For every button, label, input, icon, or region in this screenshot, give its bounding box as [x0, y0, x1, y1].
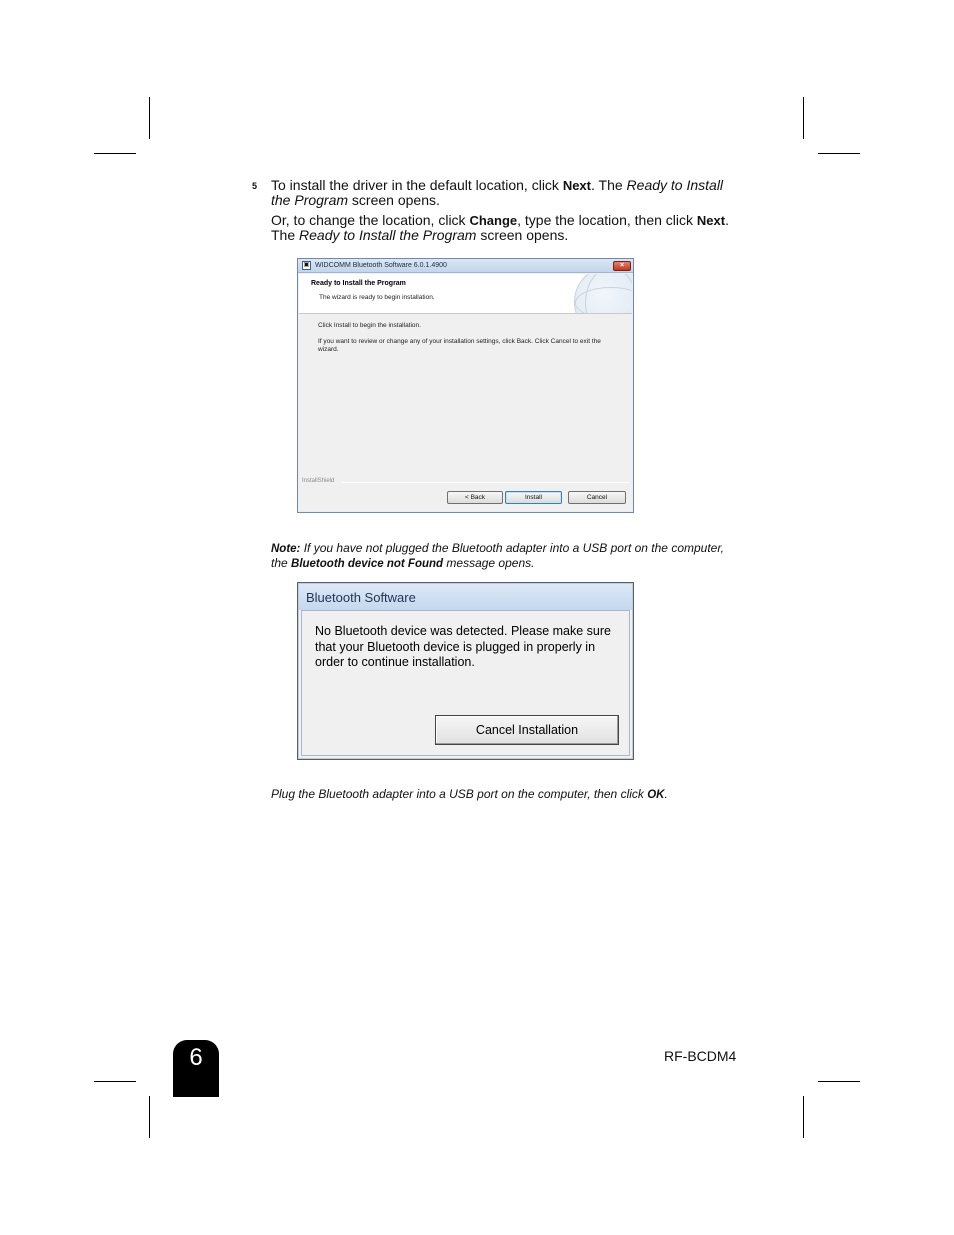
step-number: 5 — [252, 181, 258, 191]
crop-mark — [149, 97, 150, 139]
crop-mark — [803, 1096, 804, 1138]
model-number: RF-BCDM4 — [664, 1048, 737, 1064]
text-run: , type the location, then click — [517, 212, 697, 228]
app-icon: ▣ — [303, 262, 310, 268]
text-run: screen opens. — [348, 192, 440, 208]
crop-mark — [94, 1081, 136, 1082]
ok-keyword: OK — [647, 789, 665, 801]
close-button[interactable]: × — [613, 261, 631, 271]
text-run: If you have not plugged the Bluetooth adapter into a USB port on the computer, the — [271, 541, 725, 570]
text-run: . The — [271, 212, 729, 243]
step-paragraph-2 — [271, 213, 741, 243]
crop-mark — [94, 153, 136, 154]
page-number: 6 — [189, 1044, 203, 1071]
text-run: screen opens. — [476, 227, 569, 243]
installer-banner — [299, 274, 632, 314]
cancel-button[interactable]: Cancel — [568, 491, 626, 504]
change-keyword: Change — [469, 213, 518, 228]
installer-body-line-2: If you want to review or change any of your installation settings, click Back. Click Cancel to exit the wizard. — [318, 338, 601, 353]
installer-window — [297, 258, 634, 513]
note-paragraph — [271, 541, 741, 571]
cancel-installation-button[interactable]: Cancel Installation — [435, 715, 619, 745]
note-label: Note: — [271, 543, 301, 555]
divider — [342, 482, 629, 483]
installer-heading: Ready to Install the Program — [311, 280, 406, 287]
screen-name: Ready to Install the Program — [271, 177, 724, 208]
crop-mark — [818, 1081, 860, 1082]
text-run: To install the driver in the default location, click — [271, 177, 563, 193]
back-button[interactable]: < Back — [447, 491, 503, 504]
install-button[interactable]: Install — [505, 491, 562, 504]
dialog-message: No Bluetooth device was detected. Please make sure that your Bluetooth device is plugged in properly in order to continue installation. — [315, 624, 612, 669]
text-run: . — [664, 787, 668, 801]
globe-icon — [574, 274, 632, 314]
installer-titlebar — [298, 259, 633, 273]
text-run: Or, to change the location, click — [271, 212, 470, 228]
next-keyword: Next — [696, 213, 726, 228]
step-paragraph-1 — [271, 178, 741, 208]
page-number-tab — [173, 1040, 219, 1097]
bluetooth-dialog — [297, 582, 634, 760]
text-run: Plug the Bluetooth adapter into a USB port on the computer, then click — [271, 787, 648, 801]
dialog-title: Bluetooth Software — [306, 590, 416, 605]
next-keyword: Next — [562, 178, 591, 193]
caption — [271, 787, 668, 801]
text-run: . The — [591, 177, 627, 193]
text-run: message opens. — [443, 556, 535, 570]
installer-subheading: The wizard is ready to begin installation. — [319, 294, 435, 301]
message-name: Bluetooth device not Found — [291, 558, 444, 570]
dialog-titlebar — [299, 584, 632, 610]
crop-mark — [818, 153, 860, 154]
installer-body-line-1: Click Install to begin the installation. — [318, 322, 421, 329]
installshield-brand: InstallShield — [302, 478, 335, 484]
crop-mark — [149, 1096, 150, 1138]
installer-title: WIDCOMM Bluetooth Software 6.0.1.4900 — [315, 262, 447, 269]
crop-mark — [803, 97, 804, 139]
screen-name: Ready to Install the Program — [299, 227, 477, 243]
dialog-body — [301, 610, 630, 756]
